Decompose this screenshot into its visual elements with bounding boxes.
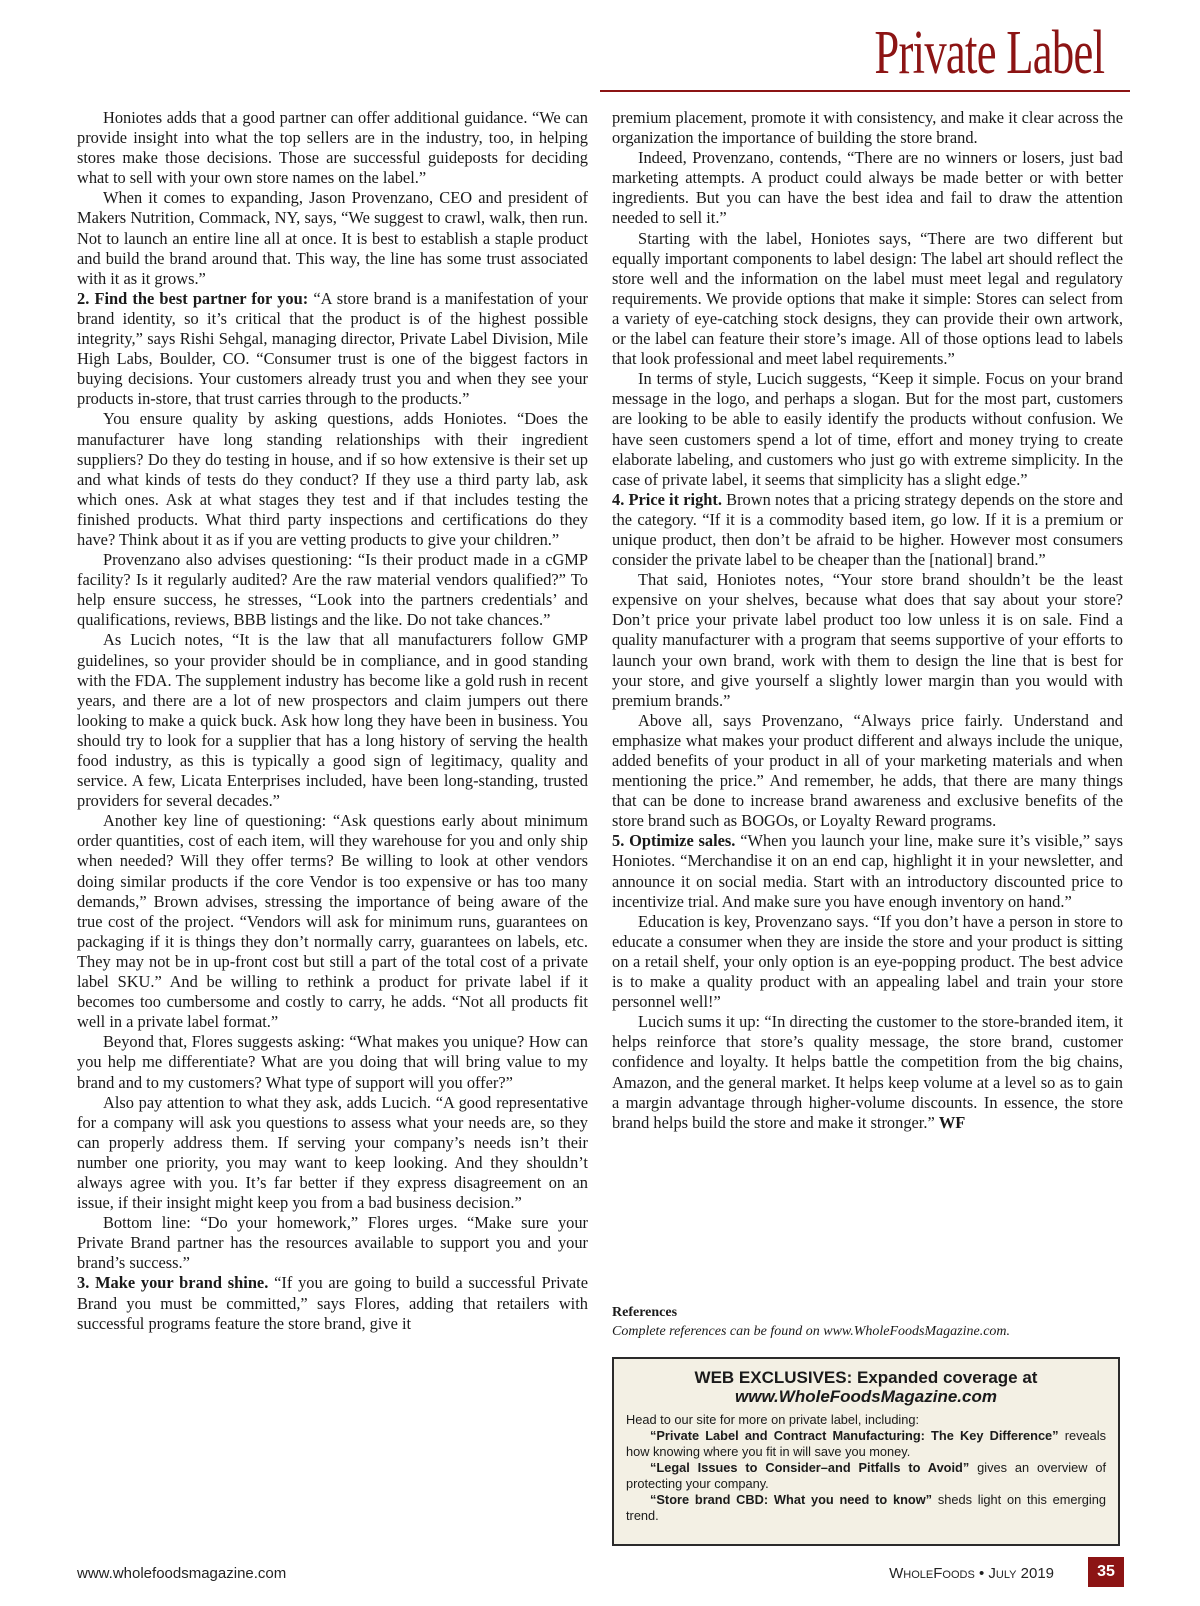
references-text: Complete references can be found on www.WholeFoodsMagazine.com.	[612, 1324, 1011, 1339]
paragraph: Beyond that, Flores suggests asking: “What makes you unique? How can you help me differentiate? What are you doing that will bring value to my brand and to my customers? What type of support will you offer?”	[77, 1032, 588, 1092]
footer-website[interactable]: www.wholefoodsmagazine.com	[77, 1565, 287, 1582]
paragraph-text: “When you launch your line, make sure it’s visible,” says Honiotes. “Merchandise it on an end cap, highlight it in your newsletter, and announce it on social media. Start with an introductory discounted price to incentivize trial. And make sure you have enough inventory on hand.”	[612, 831, 1123, 911]
web-box-item	[626, 1460, 1106, 1492]
web-box-item-title[interactable]: “Store brand CBD: What you need to know”	[650, 1492, 933, 1507]
paragraph: premium placement, promote it with consistency, and make it clear across the organization the importance of building the store brand.	[612, 108, 1123, 148]
paragraph: Indeed, Provenzano, contends, “There are no winners or losers, just bad marketing attempts. A product could always be made better or with better ingredients. But you can have the best idea and fail to draw the attention needed to sell it.”	[612, 148, 1123, 228]
paragraph: As Lucich notes, “It is the law that all manufacturers follow GMP guidelines, so your provider should be in compliance, and in good standing with the FDA. The supplement industry has become like a gold rush in recent years, and there are a lot of new prospectors and claim jumpers out there looking to make a quick buck. Ask how long they have been in business. You should try to look for a supplier that has a long history of serving the health food industry, as this is typically a good sign of legitimacy, quality and service. A few, Licata Enterprises included, have been long-standing, trusted providers for several decades.”	[77, 630, 588, 811]
paragraph-text: Lucich sums it up: “In directing the customer to the store-branded item, it helps reinforce that store’s quality message, the store brand, customer confidence and loyalty. It helps battle the competition from the big chains, Amazon, and the general market. It helps keep volume at a level so as to gain a margin advantage through higher-volume discounts. In essence, the store brand helps build the store and make it stronger.”	[612, 1012, 1123, 1132]
paragraph: Above all, says Provenzano, “Always price fairly. Understand and emphasize what makes your product different and always include the unique, added benefits of your product in all of your marketing materials and when mentioning the price.” And remember, he adds, that there are many things that can be done to increase brand awareness and exclusive benefits of the store brand such as BOGOs, or Loyalty Reward programs.	[612, 710, 1123, 831]
footer-issue: WholeFoods • July 2019	[889, 1565, 1054, 1582]
section-title: Private Label	[874, 19, 1104, 87]
web-box-url[interactable]: www.WholeFoodsMagazine.com	[735, 1387, 997, 1406]
paragraph	[612, 831, 1123, 911]
web-box-item-desc: gives an overview of protecting your company.	[626, 1460, 1107, 1491]
paragraph	[612, 490, 1123, 570]
paragraph: Education is key, Provenzano says. “If you don’t have a person in store to educate a consumer when they are inside the store and your product is sitting on a retail shelf, your only option is an eye-popping product. The best advice is to make a quality product with an appealing label and train your store personnel well!”	[612, 911, 1123, 1012]
references-heading: References	[612, 1305, 678, 1320]
paragraph: Bottom line: “Do your homework,” Flores urges. “Make sure your Private Brand partner has the resources available to support you and your brand’s success.”	[77, 1213, 588, 1273]
web-exclusives-box	[612, 1357, 1120, 1546]
page-number: 35	[1088, 1557, 1124, 1587]
paragraph: When it comes to expanding, Jason Provenzano, CEO and president of Makers Nutrition, Commack, NY, says, “We suggest to crawl, walk, then run. Not to launch an entire line all at once. It is best to establish a staple product and build the brand around that. This way, the line has some trust associated with it as it grows.”	[77, 188, 588, 288]
subhead-brand-shine: 3. Make your brand shine.	[77, 1273, 269, 1293]
subhead-optimize-sales: 5. Optimize sales.	[612, 831, 736, 851]
subhead-price-right: 4. Price it right.	[612, 489, 722, 509]
paragraph	[77, 289, 588, 410]
paragraph: Provenzano also advises questioning: “Is their product made in a cGMP facility? Is it regularly audited? Are the raw material vendors qualified?” To help ensure success, he stresses, “Look into the partners credentials’ and qualifications, reviews, BBB listings and the like. Do not take chances.”	[77, 550, 588, 630]
paragraph	[612, 1012, 1123, 1133]
paragraph-text: “If you are going to build a successful Private Brand you must be committed,” says Flores, adding that retailers with successful programs feature the store brand, give it	[77, 1273, 588, 1333]
paragraph: You ensure quality by asking questions, adds Honiotes. “Does the manufacturer have long standing relationships with their ingredient suppliers? Do they do testing in house, and if so how extensive is their set up and what kinds of tests do they conduct? If they use a third party lab, ask which ones. Ask at what stages they test and if that includes testing the finished products. What third party inspections and certifications do they have? Think about it as if you are vetting products to give your children.”	[77, 409, 588, 549]
end-mark: WF	[938, 1112, 966, 1132]
paragraph-text: “A store brand is a manifestation of your brand identity, so it’s critical that the product is of the highest possible integrity,” says Rishi Sehgal, managing director, Private Label Division, Mile High Labs, Boulder, CO. “Consumer trust is one of the biggest factors in buying decisions. Your customers already trust you and when they see your products in-store, that trust carries through to the products.”	[77, 288, 588, 409]
web-box-item-title[interactable]: “Private Label and Contract Manufacturing: The Key Difference”	[650, 1428, 1059, 1443]
references	[612, 1305, 1123, 1340]
web-box-item	[626, 1492, 1106, 1524]
web-box-item-title[interactable]: “Legal Issues to Consider–and Pitfalls to Avoid”	[650, 1460, 970, 1475]
left-column	[77, 108, 588, 1334]
paragraph: Honiotes adds that a good partner can offer additional guidance. “We can provide insight into what the top sellers are in the industry, too, in helping stores make those decisions. Those are successful guideposts for deciding what to sell with your own store names on the label.”	[77, 108, 588, 188]
web-box-item	[626, 1428, 1106, 1460]
paragraph-text: Brown notes that a pricing strategy depends on the store and the category. “If it is a commodity based item, go low. If it is a premium or unique product, then don’t be afraid to be higher. However most consumers consider the private label to be cheaper than the [national] brand.”	[612, 489, 1123, 570]
web-box-title: WEB EXCLUSIVES: Expanded coverage at	[694, 1368, 1038, 1387]
web-box-item-desc: reveals how knowing where you fit in will save you money.	[626, 1428, 1106, 1459]
subhead-find-partner: 2. Find the best partner for you:	[77, 288, 309, 308]
web-box-intro: Head to our site for more on private label, including:	[626, 1412, 920, 1427]
paragraph: Also pay attention to what they ask, adds Lucich. “A good representative for a company will ask you questions to assess what your needs are, so they can properly address them. If serving your company’s needs isn’t their number one priority, you may want to keep looking. And they shouldn’t always agree with you. It’s far better if they express disagreement on an issue, if their insight might keep you from a bad business decision.”	[77, 1092, 588, 1213]
paragraph: That said, Honiotes notes, “Your store brand shouldn’t be the least expensive on your shelves, because what does that say about your store? Don’t price your private label product too low unless it is on sale. Find a quality manufacturer with a program that seems supportive of your efforts to launch your own brand, work with them to design the line that is best for your store, and give yourself a slightly lower margin than you would with premium brands.”	[612, 570, 1123, 710]
paragraph: Another key line of questioning: “Ask questions early about minimum order quantities, cost of each item, will they warehouse for you and only ship when needed? Will they offer terms? Be willing to look at other vendors doing similar products if the core Vendor is too expensive or has too many demands,” Brown advises, stressing the importance of being aware of the true cost of the project. “Vendors will ask for minimum runs, guarantees on packaging if it is things they don’t normally carry, guarantees on labels, etc. They may not be in up-front cost but still a part of the total cost of a private label SKU.” And be willing to rethink a product for private label if it becomes too cumbersome and costly to carry, he adds. “Not all products fit well in a private label format.”	[77, 811, 588, 1032]
paragraph	[77, 1273, 588, 1333]
right-column	[612, 108, 1123, 1133]
web-box-item-desc: sheds light on this emerging trend.	[626, 1492, 1106, 1523]
title-rule	[600, 90, 1130, 92]
paragraph: Starting with the label, Honiotes says, “There are two different but equally important components to label design: The label art should reflect the store well and the information on the label must meet legal and regulatory requirements. We provide options that make it simple: Stores can select from a variety of eye-catching stock designs, they can provide their own artwork, or the label can feature their store’s image. All of those options lead to labels that look professional and meet label requirements.”	[612, 228, 1123, 369]
paragraph: In terms of style, Lucich suggests, “Keep it simple. Focus on your brand message in the logo, and perhaps a slogan. But for the most part, customers are looking to be able to easily identify the products without confusion. We have seen customers spend a lot of time, effort and money trying to create elaborate labeling, and customers who just go with extreme simplicity. In the case of private label, it seems that simplicity has a slight edge.”	[612, 369, 1123, 489]
